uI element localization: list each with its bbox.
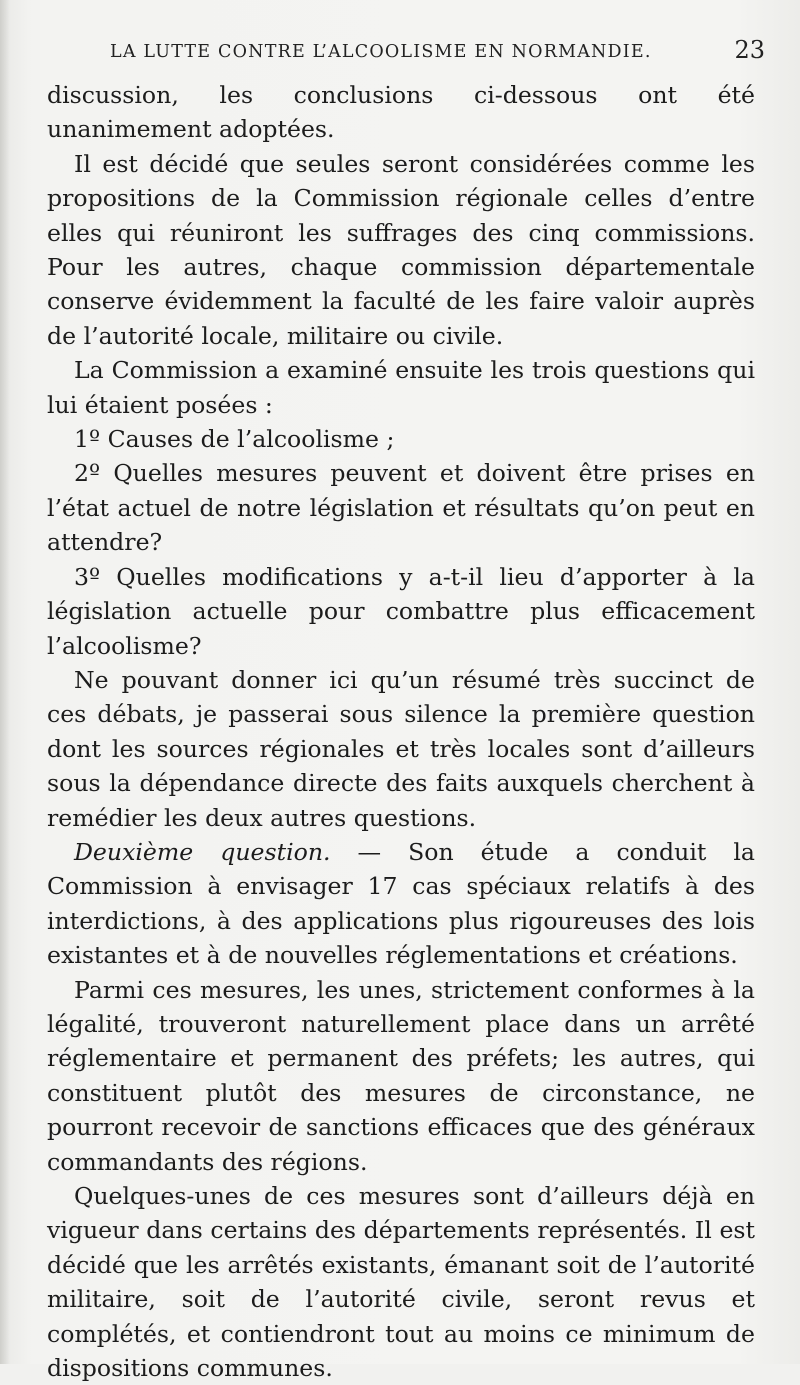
question-item-3: 3º Quelles modifications y a-t-il lieu d’apporter à la législation actuelle pour combattre plus efficacement l’alcoolisme? — [47, 562, 755, 660]
page-number: 23 — [734, 36, 765, 64]
page-gutter-shadow — [0, 0, 10, 1364]
question-item-1: 1º Causes de l’alcoolisme ; — [74, 425, 395, 454]
second-question-heading: Deuxième question. — [74, 837, 331, 866]
paragraph-decision: Il est décidé que seules seront considérées comme les propositions de la Commission régionale celles d’entre elles qui réuniront les suffrages des cinq commissions. Pour les autres, chaque commission départementale conserve évidemment la faculté de les faire valoir auprès de l’autorité locale, militaire ou civile. — [47, 149, 755, 350]
body-text — [47, 78, 755, 1385]
question-item-2: 2º Quelles mesures peuvent et doivent être prises en l’état actuel de notre législation et résultats qu’on peut en attendre? — [47, 459, 755, 557]
paragraph-continuation: discussion, les conclusions ci-dessous ont été unanimement adoptées. — [47, 81, 755, 144]
paragraph-second-question — [47, 835, 755, 973]
running-head — [110, 36, 765, 66]
paragraph-questions-intro: La Commission a examiné ensuite les trois questions qui lui étaient posées : — [47, 356, 755, 419]
second-question-text: — Son étude a conduit la Commission à envisager 17 cas spéciaux relatifs à des interdictions, à des applications plus rigoureuses des lois existantes et à de nouvelles réglementations et créations. — [47, 837, 755, 970]
paragraph-existing-orders: Quelques-unes de ces mesures sont d’ailleurs déjà en vigueur dans certains des départements représentés. Il est décidé que les arrêtés existants, émanant soit de l’autorité militaire, soit de l’autorité civile, seront revus et complétés, et contiendront tout au moins ce minimum de dispositions communes. — [47, 1182, 755, 1383]
paragraph-measures: Parmi ces mesures, les unes, strictement conformes à la légalité, trouveront naturellement place dans un arrêté réglementaire et permanent des préfets; les autres, qui constituent plutôt des mesures de circonstance, ne pourront recevoir de sanctions efficaces que des généraux commandants des régions. — [47, 975, 755, 1176]
running-head-title: LA LUTTE CONTRE L’ALCOOLISME EN NORMANDIE. — [110, 42, 652, 62]
paragraph-summary: Ne pouvant donner ici qu’un résumé très succinct de ces débats, je passerai sous silence la première question dont les sources régionales et très locales sont d’ailleurs sous la dépendance directe des faits auxquels cherchent à remédier les deux autres questions. — [47, 665, 755, 832]
